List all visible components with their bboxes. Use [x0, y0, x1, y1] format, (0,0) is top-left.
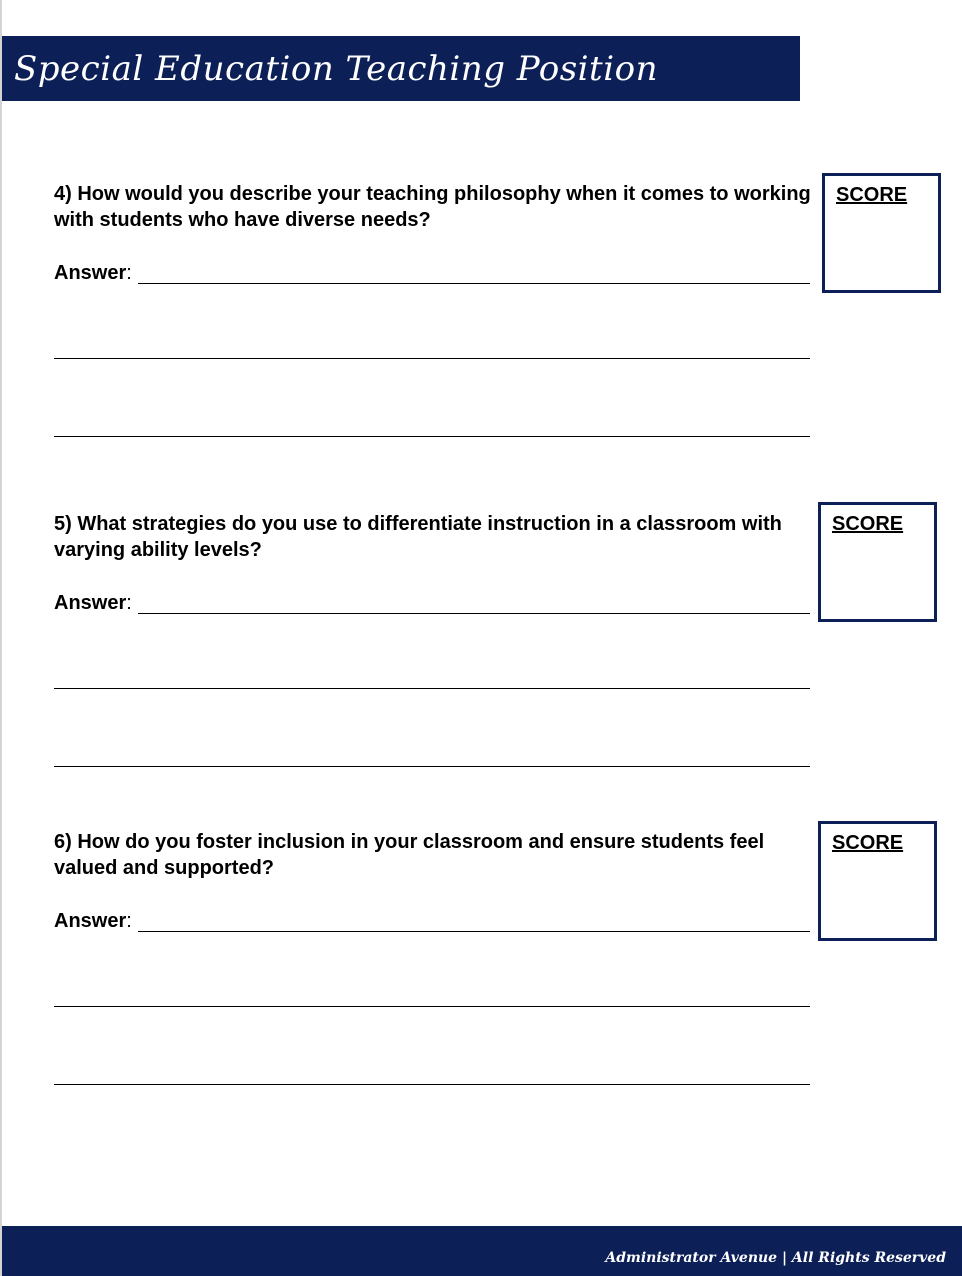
- question-6-score-label: SCORE: [832, 832, 904, 854]
- question-5-answer-line-3[interactable]: [54, 766, 810, 767]
- question-4-score-label: SCORE: [836, 184, 908, 206]
- question-5-text: 5) What strategies do you use to differentiate instruction in a classroom with varying ability levels?: [54, 513, 782, 561]
- question-4-answer-line-1[interactable]: [138, 283, 810, 284]
- question-4-text: 4) How would you describe your teaching philosophy when it comes to working with students who have diverse needs?: [54, 183, 811, 231]
- question-5-score-box[interactable]: [818, 502, 937, 622]
- question-4-answer-line-3[interactable]: [54, 436, 810, 437]
- question-4-score-box[interactable]: [822, 173, 941, 293]
- question-5-answer-line-2[interactable]: [54, 688, 810, 689]
- question-6-answer-line-2[interactable]: [54, 1006, 810, 1007]
- question-5-score-label: SCORE: [832, 513, 904, 535]
- page-title: Special Education Teaching Position: [14, 49, 658, 89]
- question-5-answer-label: Answer:: [54, 592, 132, 614]
- question-6-text: 6) How do you foster inclusion in your classroom and ensure students feel valued and supported?: [54, 831, 765, 879]
- question-6-score-box[interactable]: [818, 821, 937, 941]
- title-banner: [2, 36, 800, 101]
- footer-banner: [2, 1226, 962, 1276]
- question-4-answer-line-2[interactable]: [54, 358, 810, 359]
- question-6-answer-line-3[interactable]: [54, 1084, 810, 1085]
- question-4-answer-label: Answer:: [54, 262, 132, 284]
- footer-copyright: Administrator Avenue | All Rights Reserved: [605, 1250, 946, 1266]
- page-left-edge: [0, 0, 2, 1276]
- question-6-answer-line-1[interactable]: [138, 931, 810, 932]
- question-6-answer-label: Answer:: [54, 910, 132, 932]
- question-5-answer-line-1[interactable]: [138, 613, 810, 614]
